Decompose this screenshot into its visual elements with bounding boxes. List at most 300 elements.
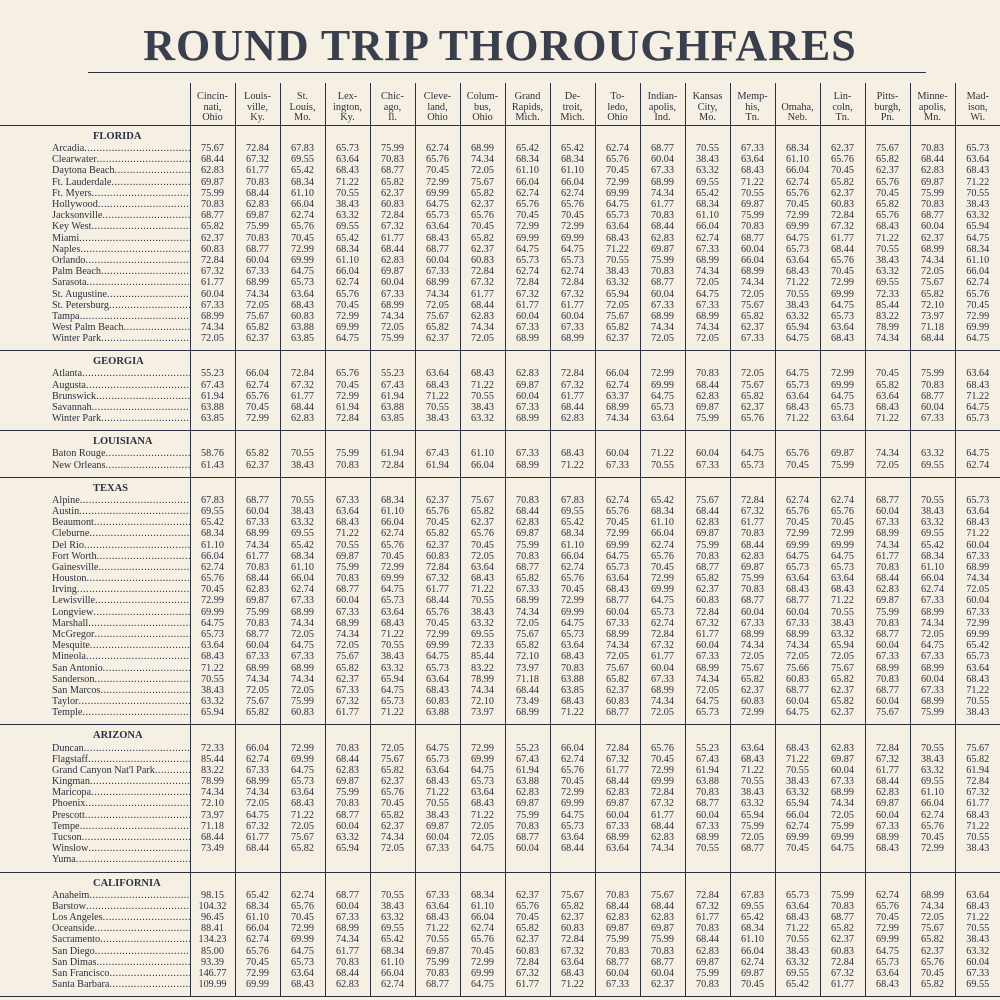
fare-cell: 71.22 <box>640 448 685 459</box>
fare-cell: 70.45 <box>415 165 460 176</box>
destination-row <box>0 277 1000 288</box>
fare-cell: 61.10 <box>550 539 595 550</box>
fare-cell: 72.99 <box>505 221 550 232</box>
fare-cell: 68.77 <box>820 912 865 923</box>
fare-cell: 60.83 <box>820 945 865 956</box>
fare-cell: 65.82 <box>325 663 370 674</box>
column-spacer <box>550 725 595 743</box>
fare-cell: 61.77 <box>550 300 595 311</box>
column-spacer <box>550 351 595 369</box>
dot-leader <box>82 832 190 843</box>
fare-cell: 72.99 <box>550 221 595 232</box>
fare-cell: 72.99 <box>280 244 325 255</box>
column-spacer <box>775 126 820 144</box>
fare-cell: 62.37 <box>820 143 865 154</box>
fare-cell: 65.76 <box>460 210 505 221</box>
fare-cell: 67.33 <box>865 651 910 662</box>
fare-cell: 70.45 <box>820 517 865 528</box>
dot-leader <box>80 311 190 322</box>
destination-name: Atlanta <box>52 368 82 380</box>
fare-cell: 68.44 <box>640 901 685 912</box>
fare-cell: 70.83 <box>685 551 730 562</box>
dot-leader <box>96 957 190 968</box>
fare-cell: 72.10 <box>910 300 955 311</box>
fare-cell: 78.99 <box>190 776 235 787</box>
destination-name: Key West <box>52 221 92 233</box>
fare-cell: 62.37 <box>415 539 460 550</box>
fare-cell: 68.43 <box>730 165 775 176</box>
fare-cell: 75.99 <box>685 413 730 424</box>
city-column-header: Colum- bus, Ohio <box>460 83 505 126</box>
fare-cell: 68.44 <box>865 776 910 787</box>
column-spacer <box>190 431 235 449</box>
fare-cell: 65.76 <box>415 607 460 618</box>
fare-cell: 72.05 <box>595 300 640 311</box>
fare-cell: 74.34 <box>190 322 235 333</box>
fare-cell: 61.10 <box>280 562 325 573</box>
fare-cell: 69.99 <box>235 979 280 990</box>
fare-cell: 70.83 <box>325 742 370 753</box>
fare-cell: 62.74 <box>235 934 280 945</box>
fare-cell: 68.99 <box>505 595 550 606</box>
fare-cell: 63.64 <box>550 640 595 651</box>
fare-cell: 72.99 <box>775 210 820 221</box>
fare-cell: 62.74 <box>775 495 820 506</box>
fare-cell: 68.43 <box>595 233 640 244</box>
city-column-header: Cincin- nati, Ohio <box>190 83 235 126</box>
destination-row <box>0 890 1000 901</box>
fare-cell: 75.67 <box>865 707 910 718</box>
fare-cell: 69.99 <box>550 233 595 244</box>
fare-cell: 62.37 <box>595 333 640 344</box>
fare-cell: 64.75 <box>775 333 820 344</box>
fare-cell: 74.34 <box>730 640 775 651</box>
fare-cell: 72.99 <box>775 528 820 539</box>
fare-cell: 70.55 <box>325 188 370 199</box>
fare-cell: 72.99 <box>280 742 325 753</box>
fare-cell: 75.67 <box>190 143 235 154</box>
divider-cell <box>550 990 595 997</box>
fare-cell: 67.33 <box>505 448 550 459</box>
dot-leader <box>95 595 190 606</box>
fare-cell: 60.04 <box>955 539 1000 550</box>
fare-cell: 70.55 <box>640 460 685 471</box>
fare-cell: 65.82 <box>820 923 865 934</box>
fare-cell: 63.64 <box>550 832 595 843</box>
fare-cell: 69.99 <box>775 221 820 232</box>
column-spacer <box>865 126 910 144</box>
fare-cell: 65.82 <box>865 154 910 165</box>
fare-cell: 65.73 <box>955 651 1000 662</box>
column-spacer <box>370 351 415 369</box>
destination-row <box>0 233 1000 244</box>
fare-cell: 68.34 <box>460 890 505 901</box>
fare-cell: 70.83 <box>595 890 640 901</box>
dot-leader <box>84 743 190 754</box>
fare-cell: 69.87 <box>505 528 550 539</box>
dot-leader <box>82 368 190 379</box>
fare-cell: 72.33 <box>190 742 235 753</box>
city-column-header: Memp- his, Tn. <box>730 83 775 126</box>
column-spacer <box>505 431 550 449</box>
fare-cell: 65.42 <box>640 495 685 506</box>
fare-cell <box>325 854 370 865</box>
fare-cell: 68.43 <box>415 912 460 923</box>
fare-cell: 63.64 <box>955 368 1000 379</box>
fare-cell: 68.43 <box>595 584 640 595</box>
fare-cell: 65.73 <box>415 754 460 765</box>
fare-cell: 62.83 <box>370 255 415 266</box>
fare-cell: 67.33 <box>235 765 280 776</box>
fare-cell: 72.99 <box>460 742 505 753</box>
fare-cell: 65.94 <box>370 674 415 685</box>
fare-cell: 83.22 <box>190 765 235 776</box>
fare-cell: 75.99 <box>325 562 370 573</box>
fare-cell: 72.05 <box>820 651 865 662</box>
fare-cell <box>550 854 595 865</box>
fare-cell: 64.75 <box>280 765 325 776</box>
dot-leader <box>80 821 190 832</box>
column-spacer <box>460 477 505 495</box>
fare-cell: 55.23 <box>190 368 235 379</box>
column-spacer <box>550 872 595 890</box>
column-spacer <box>370 126 415 144</box>
destination-name: Del Rio <box>52 539 84 551</box>
fare-cell: 72.84 <box>325 413 370 424</box>
fare-cell: 65.82 <box>955 754 1000 765</box>
fare-cell: 71.22 <box>955 685 1000 696</box>
fare-cell: 70.55 <box>955 188 1000 199</box>
fare-cell: 68.77 <box>235 629 280 640</box>
fare-cell: 67.33 <box>955 968 1000 979</box>
fare-cell: 69.87 <box>370 266 415 277</box>
fare-cell: 63.64 <box>415 221 460 232</box>
destination-name: San Marcos <box>52 684 101 696</box>
fare-cell: 64.75 <box>415 742 460 753</box>
fare-cell: 67.32 <box>280 380 325 391</box>
fare-cell: 60.04 <box>730 607 775 618</box>
fare-cell <box>460 854 505 865</box>
fare-cell: 71.22 <box>775 413 820 424</box>
fare-cell: 72.99 <box>460 957 505 968</box>
fare-cell: 69.99 <box>775 832 820 843</box>
fare-cell: 72.99 <box>955 311 1000 322</box>
fare-cell: 61.77 <box>550 391 595 402</box>
fare-cell: 68.77 <box>730 843 775 854</box>
fare-cell: 69.55 <box>550 506 595 517</box>
fare-cell: 73.49 <box>190 843 235 854</box>
fare-cell: 70.45 <box>910 832 955 843</box>
fare-cell: 68.43 <box>775 402 820 413</box>
fare-cell: 67.33 <box>730 143 775 154</box>
destination-row <box>0 595 1000 606</box>
fare-cell: 69.87 <box>820 754 865 765</box>
fare-cell: 62.74 <box>550 754 595 765</box>
fare-cell: 65.76 <box>595 506 640 517</box>
fare-cell: 70.83 <box>640 210 685 221</box>
fare-cell: 66.04 <box>190 551 235 562</box>
column-spacer <box>370 872 415 890</box>
fare-cell: 70.45 <box>910 968 955 979</box>
fare-cell: 68.77 <box>415 979 460 990</box>
column-spacer <box>595 126 640 144</box>
fare-cell: 68.34 <box>685 199 730 210</box>
fare-cell: 68.43 <box>955 380 1000 391</box>
fare-cell: 62.37 <box>370 188 415 199</box>
destination-name: Tempe <box>52 820 80 832</box>
fare-cell: 60.04 <box>550 311 595 322</box>
fare-cell: 65.76 <box>235 391 280 402</box>
fare-cell: 61.43 <box>190 460 235 471</box>
destination-cell <box>0 255 190 266</box>
fare-cell: 62.74 <box>955 460 1000 471</box>
fare-cell: 62.74 <box>820 495 865 506</box>
fare-cell: 68.77 <box>415 244 460 255</box>
fare-cell: 67.32 <box>505 968 550 979</box>
fare-cell: 62.74 <box>550 562 595 573</box>
column-spacer <box>325 725 370 743</box>
divider-cell <box>505 990 550 997</box>
destination-name: St. Augustine <box>52 288 107 300</box>
fare-cell: 72.05 <box>640 333 685 344</box>
fare-cell: 70.45 <box>550 776 595 787</box>
fare-cell: 62.83 <box>685 517 730 528</box>
fare-cell: 65.73 <box>955 495 1000 506</box>
fare-cell: 62.74 <box>910 810 955 821</box>
fare-cell: 62.37 <box>730 402 775 413</box>
fare-cell: 62.37 <box>640 979 685 990</box>
destination-row <box>0 255 1000 266</box>
fare-cell: 68.44 <box>235 188 280 199</box>
fare-cell: 74.34 <box>235 288 280 299</box>
fare-cell: 68.77 <box>595 707 640 718</box>
fare-cell: 65.82 <box>460 188 505 199</box>
fare-cell: 63.37 <box>595 391 640 402</box>
city-column-header: To- ledo, Ohio <box>595 83 640 126</box>
fare-cell: 72.33 <box>865 288 910 299</box>
dot-leader <box>90 640 190 651</box>
fare-cell: 65.73 <box>415 663 460 674</box>
destination-cell <box>0 506 190 517</box>
column-spacer <box>325 351 370 369</box>
fare-cell: 65.73 <box>640 607 685 618</box>
fare-cell: 65.42 <box>370 934 415 945</box>
fare-cell: 65.73 <box>280 957 325 968</box>
fare-cell: 68.43 <box>775 912 820 923</box>
fare-cell: 71.22 <box>775 277 820 288</box>
state-section-header <box>0 431 1000 449</box>
fare-cell: 70.45 <box>775 517 820 528</box>
fare-cell: 69.99 <box>370 573 415 584</box>
fare-cell <box>685 854 730 865</box>
fare-cell: 62.37 <box>865 165 910 176</box>
fare-cell: 65.73 <box>460 776 505 787</box>
fare-cell: 60.04 <box>820 765 865 776</box>
destination-name: Winter Park <box>52 333 102 345</box>
fare-cell: 65.76 <box>550 199 595 210</box>
fare-cell: 68.44 <box>235 573 280 584</box>
fare-cell: 69.99 <box>505 233 550 244</box>
fare-cell: 68.43 <box>325 165 370 176</box>
fare-cell: 68.43 <box>550 448 595 459</box>
fare-cell: 71.22 <box>865 413 910 424</box>
column-spacer <box>910 351 955 369</box>
fare-cell: 70.45 <box>775 199 820 210</box>
fare-cell: 67.33 <box>325 495 370 506</box>
fare-cell: 64.75 <box>325 333 370 344</box>
fare-cell: 65.82 <box>505 923 550 934</box>
fare-cell: 83.22 <box>865 311 910 322</box>
destination-cell <box>0 233 190 244</box>
state-name: FLORIDA <box>93 131 142 142</box>
fare-cell: 74.34 <box>910 901 955 912</box>
dot-leader <box>77 584 190 595</box>
fare-cell: 62.83 <box>325 979 370 990</box>
fare-cell: 61.94 <box>370 391 415 402</box>
fare-cell: 74.34 <box>910 618 955 629</box>
fare-cell: 62.74 <box>730 957 775 968</box>
fare-cell: 60.04 <box>955 957 1000 968</box>
destination-row <box>0 413 1000 424</box>
fare-cell: 69.55 <box>190 506 235 517</box>
destination-row <box>0 221 1000 232</box>
dot-leader <box>109 968 190 979</box>
fare-cell: 63.64 <box>460 562 505 573</box>
fare-cell: 61.77 <box>865 551 910 562</box>
state-section-header <box>0 351 1000 369</box>
fare-cell: 62.83 <box>685 391 730 402</box>
fare-cell: 75.99 <box>640 934 685 945</box>
fare-cell: 62.37 <box>370 821 415 832</box>
fare-cell: 63.88 <box>280 322 325 333</box>
fare-cell: 75.99 <box>415 957 460 968</box>
column-spacer <box>235 351 280 369</box>
fare-cell: 63.85 <box>550 685 595 696</box>
fare-cell: 67.32 <box>685 901 730 912</box>
fare-cell: 68.77 <box>190 210 235 221</box>
fare-cell: 67.33 <box>280 651 325 662</box>
fare-cell: 63.88 <box>685 776 730 787</box>
fare-cell: 63.85 <box>190 413 235 424</box>
fare-cell: 65.94 <box>325 843 370 854</box>
fare-cell: 72.99 <box>280 923 325 934</box>
fare-cell: 72.99 <box>190 595 235 606</box>
fare-cell: 68.77 <box>235 244 280 255</box>
fare-cell: 65.42 <box>730 912 775 923</box>
column-spacer <box>325 872 370 890</box>
column-spacer <box>595 431 640 449</box>
destination-row <box>0 798 1000 809</box>
fare-cell: 65.76 <box>775 448 820 459</box>
fare-cell: 64.75 <box>190 618 235 629</box>
fare-cell: 70.55 <box>280 495 325 506</box>
fare-cell: 69.55 <box>370 923 415 934</box>
fare-cell: 68.44 <box>640 821 685 832</box>
fare-cell: 65.73 <box>820 562 865 573</box>
city-column-header: Omaha, Neb. <box>775 83 820 126</box>
fare-cell: 72.99 <box>640 368 685 379</box>
fare-cell: 64.75 <box>685 696 730 707</box>
fare-cell: 60.83 <box>505 945 550 956</box>
fare-cell: 38.43 <box>730 787 775 798</box>
dot-leader <box>103 663 190 674</box>
destination-cell <box>0 651 190 662</box>
fare-cell: 65.73 <box>820 402 865 413</box>
fare-cell: 85.44 <box>460 651 505 662</box>
fare-cell: 64.75 <box>280 266 325 277</box>
column-spacer <box>415 351 460 369</box>
fare-cell: 38.43 <box>910 754 955 765</box>
fare-cell: 62.74 <box>280 890 325 901</box>
fare-cell: 69.87 <box>235 595 280 606</box>
fare-cell: 62.74 <box>505 188 550 199</box>
fare-cell: 70.45 <box>370 551 415 562</box>
fare-cell: 72.05 <box>280 821 325 832</box>
column-spacer <box>595 351 640 369</box>
destination-name: Miami <box>52 232 80 244</box>
fare-cell: 74.34 <box>865 333 910 344</box>
fare-cell: 69.87 <box>730 199 775 210</box>
divider-cell <box>955 990 1000 997</box>
fare-cell: 75.99 <box>730 210 775 221</box>
fare-cell: 68.43 <box>865 979 910 990</box>
fare-cell: 69.87 <box>640 244 685 255</box>
fare-cell: 65.94 <box>730 810 775 821</box>
fare-cell: 69.99 <box>775 539 820 550</box>
fare-cell: 70.45 <box>955 300 1000 311</box>
fare-cell: 60.04 <box>595 607 640 618</box>
fare-cell: 67.33 <box>235 266 280 277</box>
fare-cell: 72.99 <box>640 573 685 584</box>
fare-cell: 65.73 <box>190 629 235 640</box>
fare-cell: 62.83 <box>640 912 685 923</box>
dot-leader <box>97 154 190 165</box>
destination-name: Anaheim <box>52 889 90 901</box>
destination-row <box>0 539 1000 550</box>
fare-cell: 65.73 <box>775 562 820 573</box>
fare-cell: 74.34 <box>775 640 820 651</box>
fare-cell: 73.97 <box>910 311 955 322</box>
destination-name: Baton Rouge <box>52 448 106 460</box>
fare-cell: 75.67 <box>595 311 640 322</box>
fare-cell: 62.37 <box>685 584 730 595</box>
divider-cell <box>235 990 280 997</box>
fare-cell: 67.83 <box>550 495 595 506</box>
fare-cell: 61.77 <box>685 912 730 923</box>
fare-cell: 61.10 <box>955 255 1000 266</box>
fare-cell: 72.84 <box>730 495 775 506</box>
fare-cell: 60.04 <box>325 901 370 912</box>
fare-cell: 70.55 <box>955 696 1000 707</box>
fare-cell: 64.75 <box>775 551 820 562</box>
fare-cell: 63.88 <box>550 674 595 685</box>
fare-cell: 67.32 <box>955 787 1000 798</box>
fare-cell: 65.82 <box>820 696 865 707</box>
destination-name: Prescott <box>52 809 85 821</box>
dot-leader <box>88 843 190 854</box>
column-spacer <box>505 351 550 369</box>
destination-cell <box>0 776 190 787</box>
fare-cell: 69.87 <box>865 595 910 606</box>
city-column-header: Minne- apolis, Mn. <box>910 83 955 126</box>
fare-cell: 70.55 <box>460 595 505 606</box>
fare-cell: 62.37 <box>505 934 550 945</box>
fare-cell <box>910 854 955 865</box>
fare-cell: 68.99 <box>460 143 505 154</box>
city-column-header: Cleve- land, Ohio <box>415 83 460 126</box>
fare-cell: 64.75 <box>640 391 685 402</box>
city-column-header: Kansas City, Mo. <box>685 83 730 126</box>
